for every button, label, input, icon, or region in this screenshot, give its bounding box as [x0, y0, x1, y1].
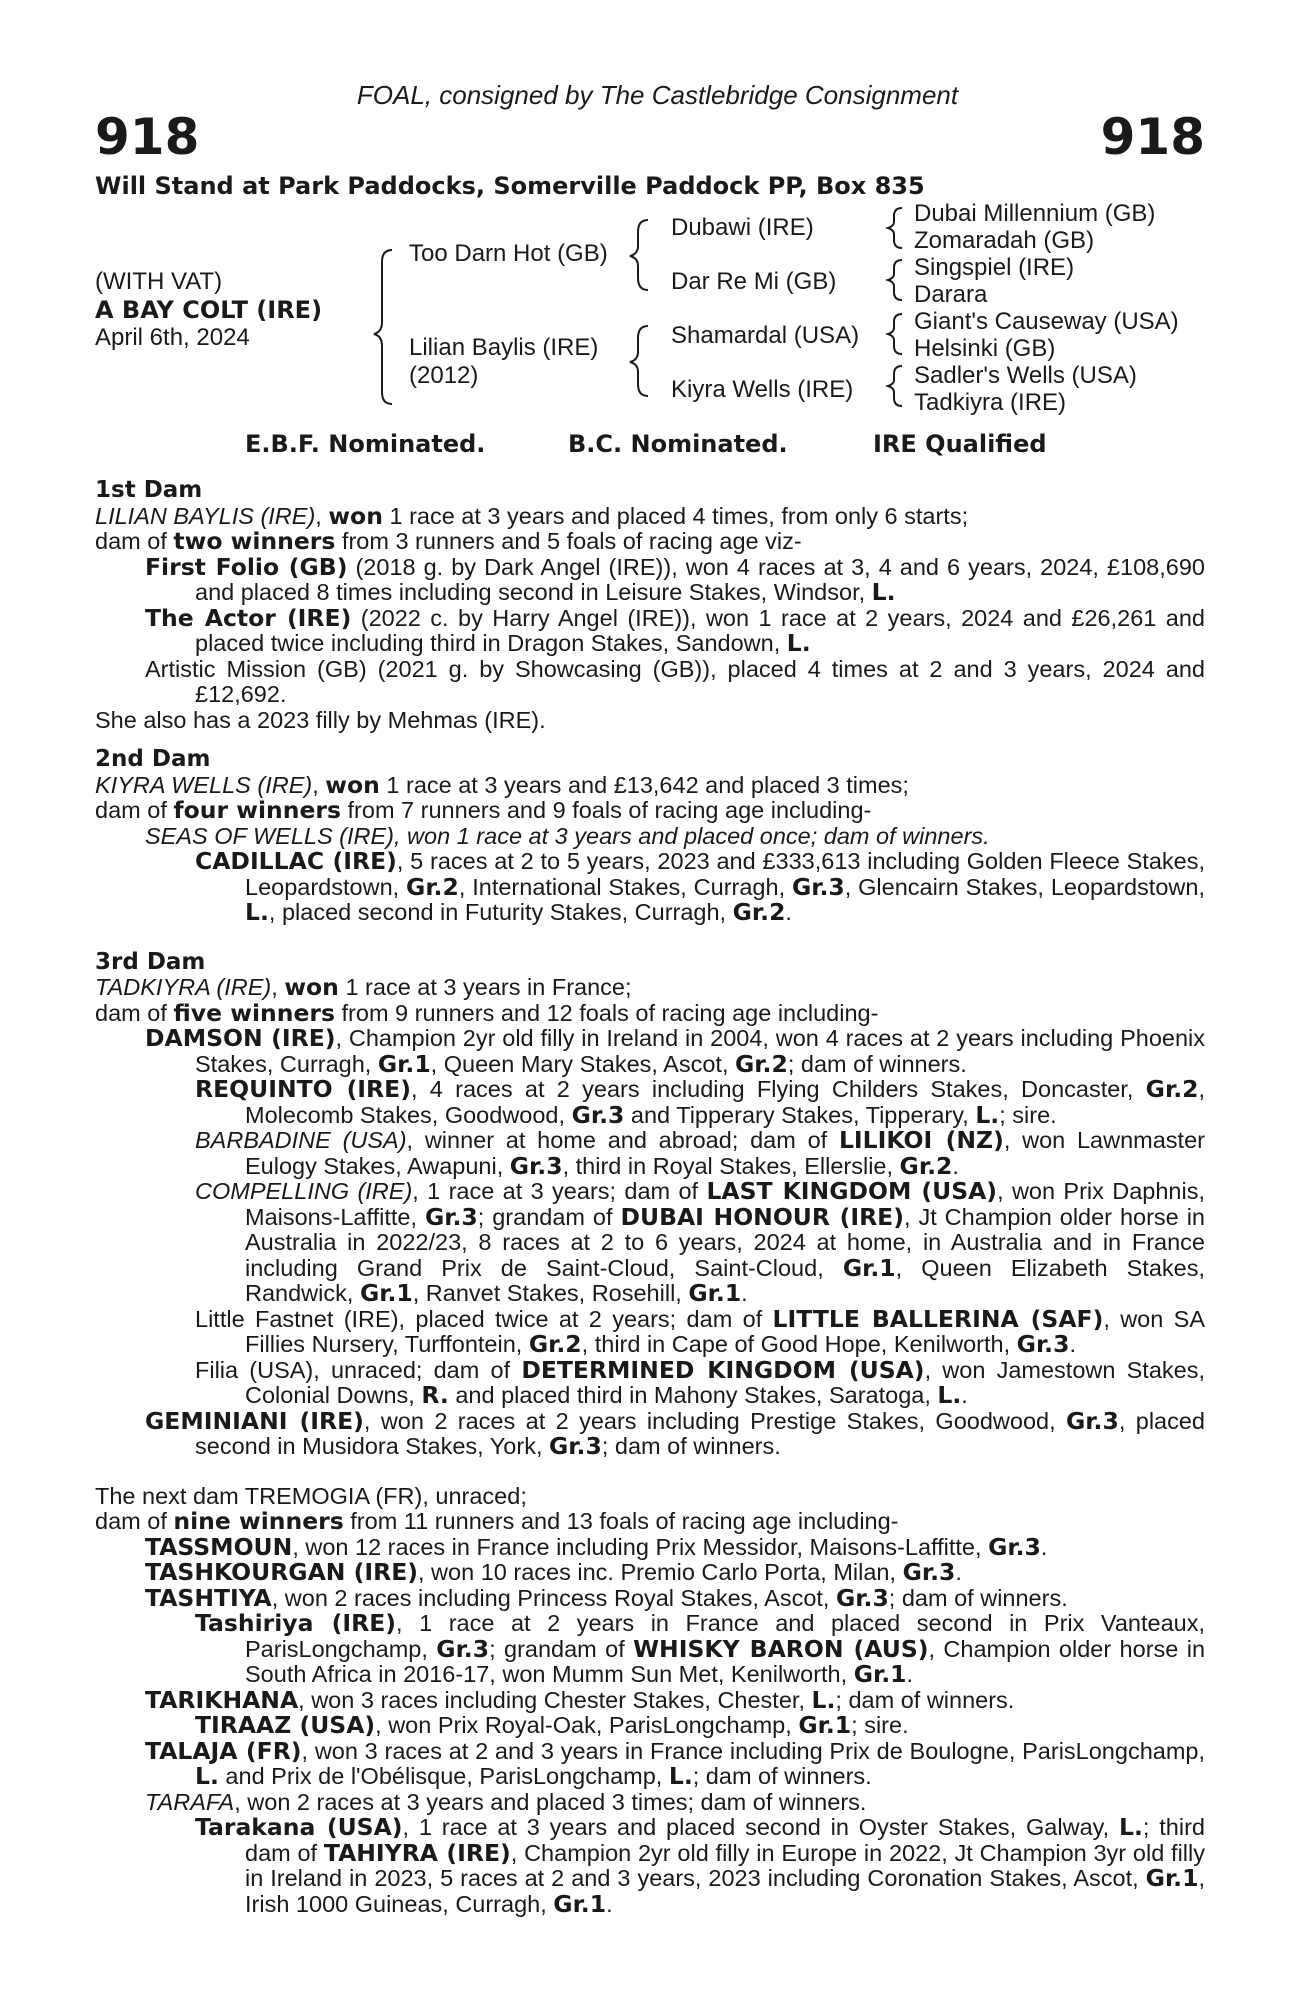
produce-artistic-mission: Artistic Mission (GB) (2021 g. by Showcasing (GB)), placed 4 times at 2 and 3 years, 2024 and £12,692. [145, 655, 1205, 707]
lot-number-left: 918 [95, 108, 200, 166]
sire-name: Too Darn Hot (GB) [409, 240, 608, 267]
vat-label: (WITH VAT) [95, 268, 223, 295]
great-granddam-8: Tadkiyra (IRE) [914, 389, 1067, 416]
third-dam-heading: 3rd Dam [95, 948, 206, 975]
great-grandsire-1: Dubai Millennium (GB) [914, 200, 1156, 227]
produce-first-folio: First Folio (GB) (2018 g. by Dark Angel (IRE)), won 4 races at 3, 4 and 6 years, 2024, £108,690 and placed 8 times including second in Leisure Stakes, Windsor, L. [145, 552, 1205, 606]
next-dam-produce-line: dam of nine winners from 11 runners and 13 foals of racing age including- [95, 1507, 899, 1535]
dam-year: (2012) [409, 362, 479, 389]
bc-nomination: B.C. Nominated. [568, 430, 788, 458]
second-dam-line: KIYRA WELLS (IRE), won 1 race at 3 years and £13,642 and placed 3 times; [95, 770, 909, 799]
dam-name: Lilian Baylis (IRE) [409, 334, 599, 361]
foaling-date: April 6th, 2024 [95, 324, 250, 351]
produce-tarikhana: TARIKHANA, won 3 races including Chester Stakes, Chester, L.; dam of winners. [145, 1685, 1015, 1714]
first-dam-heading: 1st Dam [95, 477, 203, 503]
second-dam-produce-line: dam of four winners from 7 runners and 9 foals of racing age including- [95, 796, 872, 824]
great-grandsire-7: Sadler's Wells (USA) [914, 362, 1137, 389]
great-granddam-6: Helsinki (GB) [914, 335, 1056, 362]
lot-number-right: 918 [1100, 108, 1205, 166]
third-dam-line: TADKIYRA (IRE), won 1 race at 3 years in France; [95, 973, 632, 1001]
produce-tiraaz: TIRAAZ (USA), won Prix Royal-Oak, ParisLongchamp, Gr.1; sire. [195, 1711, 909, 1739]
great-grandsire-5: Giant's Causeway (USA) [914, 308, 1179, 335]
horse-name: A BAY COLT (IRE) [95, 296, 323, 324]
produce-geminiani: GEMINIANI (IRE), won 2 races at 2 years including Prestige Stakes, Goodwood, Gr.3, placed second in Musidora Stakes, York, Gr.3; dam of winners. [145, 1406, 1205, 1460]
ebf-nomination: E.B.F. Nominated. [245, 430, 486, 458]
next-dam-line: The next dam TREMOGIA (FR), unraced; [95, 1482, 527, 1509]
stand-location: Will Stand at Park Paddocks, Somerville Paddock PP, Box 835 [95, 172, 925, 200]
produce-tarakana: Tarakana (USA), 1 race at 3 years and placed second in Oyster Stakes, Galway, L.; third dam of TAHIYRA (IRE), Champion 2yr old filly in Europe in 2022, Jt Champion 3yr old filly in Ireland in 2023, 5 races at 2 and 3 years, 2023 including Coronation Stakes, Ascot, Gr.1, Irish 1000 Guineas, Curragh, Gr.1. [195, 1813, 1205, 1918]
sire-sire-name: Dubawi (IRE) [671, 214, 814, 241]
produce-requinto: REQUINTO (IRE), 4 races at 2 years including Flying Childers Stakes, Doncaster, Gr.2, Molecomb Stakes, Goodwood, Gr.3 and Tipperary Stakes, Tipperary, L.; sire. [195, 1075, 1206, 1129]
produce-little-fastnet: Little Fastnet (IRE), placed twice at 2 years; dam of LITTLE BALLERINA (SAF), won SA Fillies Nursery, Turffontein, Gr.2, third in Cape of Good Hope, Kenilworth, Gr.3. [195, 1304, 1205, 1358]
produce-seas-of-wells: SEAS OF WELLS (IRE), won 1 race at 3 years and placed once; dam of winners. [145, 822, 990, 849]
produce-barbadine: BARBADINE (USA), winner at home and abroad; dam of LILIKOI (NZ), won Lawnmaster Eulogy Stakes, Awapuni, Gr.3, third in Royal Stakes, Ellerslie, Gr.2. [195, 1126, 1205, 1180]
produce-filia: Filia (USA), unraced; dam of DETERMINED KINGDOM (USA), won Jamestown Stakes, Colonial Downs, R. and placed third in Mahony Stakes, Saratoga, L.. [195, 1355, 1206, 1409]
first-dam-produce-line: dam of two winners from 3 runners and 5 foals of racing age viz- [95, 527, 802, 555]
consignment-line: FOAL, consigned by The Castlebridge Consignment [356, 80, 959, 110]
produce-tarafa: TARAFA, won 2 races at 3 years and placed 3 times; dam of winners. [145, 1788, 867, 1815]
first-dam-line: LILIAN BAYLIS (IRE), won 1 race at 3 years and placed 4 times, from only 6 starts; [95, 501, 969, 530]
catalogue-body [95, 478, 1205, 1917]
ire-qualification: IRE Qualified [873, 430, 1047, 458]
sire-dam-name: Dar Re Mi (GB) [671, 268, 837, 295]
produce-damson: DAMSON (IRE), Champion 2yr old filly in Ireland in 2004, won 4 races at 2 years including Phoenix Stakes, Curragh, Gr.1, Queen Mary Stakes, Ascot, Gr.2; dam of winners. [145, 1024, 1205, 1078]
third-dam-produce-line: dam of five winners from 9 runners and 12 foals of racing age including- [95, 998, 879, 1027]
dam-sire-name: Shamardal (USA) [671, 322, 860, 349]
produce-cadillac: CADILLAC (IRE), 5 races at 2 to 5 years, 2023 and £333,613 including Golden Fleece Stakes, Leopardstown, Gr.2, International Stakes, Curragh, Gr.3, Glencairn Stakes, Leopardstown, L., placed second in Futurity Stakes, Curragh, Gr.2. [195, 847, 1206, 926]
produce-compelling: COMPELLING (IRE), 1 race at 3 years; dam of LAST KINGDOM (USA), won Prix Daphnis, Maisons-Laffitte, Gr.3; grandam of DUBAI HONOUR (IRE), Jt Champion older horse in Australia in 2022/23, 8 races at 2 to 6 years, 2024 at home, in Australia and in France including Grand Prix de Saint-Cloud, Saint-Cloud, Gr.1, Queen Elizabeth Stakes, Randwick, Gr.1, Ranvet Stakes, Rosehill, Gr.1. [195, 1177, 1206, 1307]
great-grandsire-3: Singspiel (IRE) [914, 254, 1075, 281]
great-granddam-2: Zomaradah (GB) [914, 227, 1095, 254]
produce-tassmoun: TASSMOUN, won 12 races in France including Prix Messidor, Maisons-Laffitte, Gr.3. [145, 1532, 1048, 1561]
produce-talaja: TALAJA (FR), won 3 races at 2 and 3 years in France including Prix de Boulogne, ParisLongchamp, L. and Prix de l'Obélisque, ParisLongchamp, L.; dam of winners. [145, 1736, 1206, 1790]
produce-the-actor: The Actor (IRE) (2022 c. by Harry Angel (IRE)), won 1 race at 2 years, 2024 and £26,261 and placed twice including third in Dragon Stakes, Sandown, L. [145, 603, 1205, 657]
first-dam-also: She also has a 2023 filly by Mehmas (IRE). [95, 706, 546, 733]
produce-tashiriya: Tashiriya (IRE), 1 race at 2 years in France and placed second in Prix Vanteaux, ParisLongchamp, Gr.3; grandam of WHISKY BARON (AUS), Champion older horse in South Africa in 2016-17, won Mumm Sun Met, Kenilworth, Gr.1. [195, 1609, 1206, 1688]
dam-dam-name: Kiyra Wells (IRE) [671, 376, 854, 403]
produce-tashtiya: TASHTIYA, won 2 races including Princess Royal Stakes, Ascot, Gr.3; dam of winners. [145, 1583, 1068, 1612]
produce-tashkourgan: TASHKOURGAN (IRE), won 10 races inc. Premio Carlo Porta, Milan, Gr.3. [145, 1558, 962, 1586]
second-dam-heading: 2nd Dam [95, 746, 211, 772]
great-granddam-4: Darara [914, 281, 988, 308]
